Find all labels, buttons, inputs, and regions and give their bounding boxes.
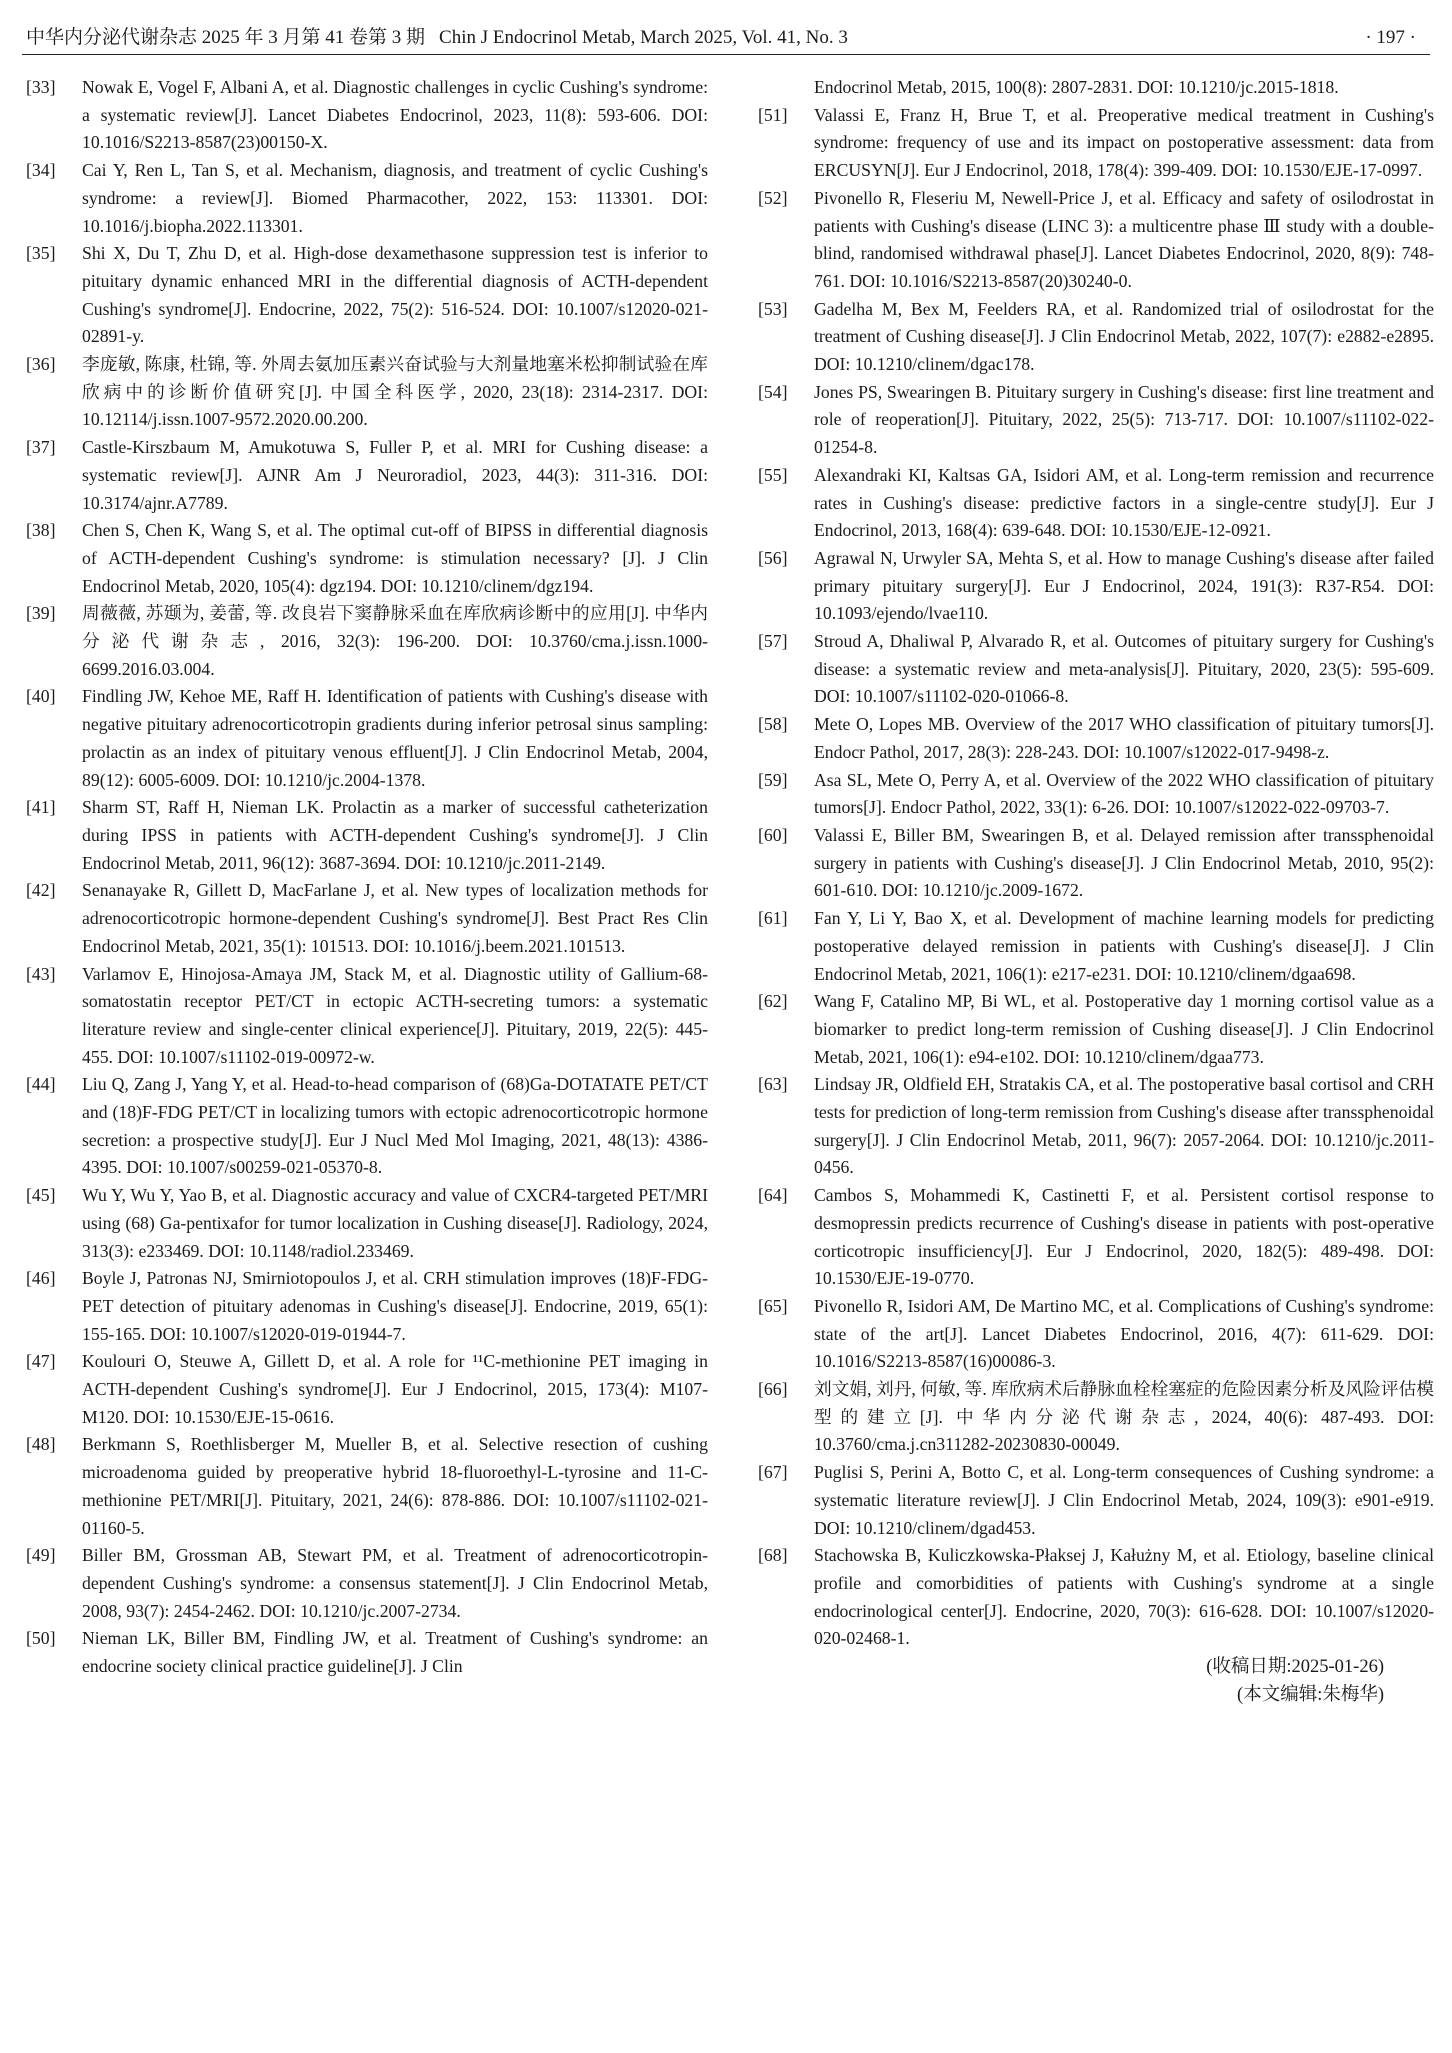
reference-text: Lindsay JR, Oldfield EH, Stratakis CA, et al. The postoperative basal cortisol and CRH tests for prediction of long-term remission from Cushing's disease after transsphenoidal surgery[J]. J Clin Endocrinol Metab, 2011, 96(7): 2057-2064. DOI: 10.1210/jc.2011-0456.	[814, 1074, 1434, 1178]
reference-text: Fan Y, Li Y, Bao X, et al. Development of machine learning models for predicting postoperative delayed remission in patients with Cushing's disease[J]. J Clin Endocrinol Metab, 2021, 106(1): e217-e231. DOI: 10.1210/clinem/dgaa698.	[814, 908, 1434, 984]
reference-number: [41]	[26, 797, 56, 818]
reference-number: [50]	[26, 1628, 56, 1649]
reference-text: 刘文娟, 刘丹, 何敏, 等. 库欣病术后静脉血栓栓塞症的危险因素分析及风险评估模型的建立[J]. 中华内分泌代谢杂志, 2024, 40(6): 487-493. DOI: 10.3760/cma.j.cn311282-20230830-00049.	[814, 1379, 1434, 1455]
reference-text: Alexandraki KI, Kaltsas GA, Isidori AM, et al. Long-term remission and recurrence rates in Cushing's disease: predictive factors in a single-centre study[J]. Eur J Endocrinol, 2013, 168(4): 639-648. DOI: 10.1530/EJE-12-0921.	[814, 464, 1434, 541]
reference-text: Senanayake R, Gillett D, MacFarlane J, et al. New types of localization methods for adrenocorticotropic hormone-dependent Cushing's syndrome[J]. Best Pract Res Clin Endocrinol Metab, 2021, 35(1): 101513. DOI: 10.1016/j.beem.2021.101513.	[82, 880, 708, 956]
reference-number: [56]	[758, 547, 788, 568]
reference-text: Pivonello R, Isidori AM, De Martino MC, et al. Complications of Cushing's syndrome: state of the art[J]. Lancet Diabetes Endocrinol, 2016, 4(7): 611-629. DOI: 10.1016/S2213-8587(16)00086-3.	[814, 1295, 1434, 1372]
reference-number: [68]	[758, 1545, 788, 1566]
reference-text: Koulouri O, Steuwe A, Gillett D, et al. A role for ¹¹C-methionine PET imaging in ACTH-dependent Cushing's syndrome[J]. Eur J Endocrinol, 2015, 173(4): M107-M120. DOI: 10.1530/EJE-15-0616.	[82, 1351, 708, 1427]
reference-number: [51]	[758, 104, 788, 125]
reference-number: [62]	[758, 991, 788, 1012]
reference-item	[758, 102, 1434, 185]
reference-number: [40]	[26, 686, 56, 707]
reference-item	[26, 1182, 708, 1265]
reference-text: Nieman LK, Biller BM, Findling JW, et al. Treatment of Cushing's syndrome: an endocrine society clinical practice guideline[J]. J Clin	[82, 1628, 708, 1677]
reference-number: [34]	[26, 160, 56, 181]
reference-text: Liu Q, Zang J, Yang Y, et al. Head-to-head comparison of (68)Ga-DOTATATE PET/CT and (18)F-FDG PET/CT in localizing tumors with ectopic adrenocorticotropic hormone secretion: a prospective study[J]. Eur J Nucl Med Mol Imaging, 2021, 48(13): 4386-4395. DOI: 10.1007/s00259-021-05370-8.	[82, 1074, 708, 1178]
journal-title-en: Chin J Endocrinol Metab, March 2025, Vol. 41, No. 3	[439, 27, 848, 48]
page-number: · 197 ·	[1365, 27, 1416, 48]
reference-text: Biller BM, Grossman AB, Stewart PM, et al. Treatment of adrenocorticotropin-dependent Cushing's syndrome: a consensus statement[J]. J Clin Endocrinol Metab, 2008, 93(7): 2454-2462. DOI: 10.1210/jc.2007-2734.	[82, 1545, 708, 1621]
reference-item	[26, 1431, 708, 1542]
reference-item	[758, 1293, 1434, 1376]
reference-number: [45]	[26, 1185, 56, 1206]
reference-item	[758, 379, 1434, 462]
reference-number: [63]	[758, 1074, 788, 1095]
reference-text: Puglisi S, Perini A, Botto C, et al. Long-term consequences of Cushing syndrome: a systematic literature review[J]. J Clin Endocrinol Metab, 2024, 109(3): e901-e919. DOI: 10.1210/clinem/dgad453.	[814, 1462, 1434, 1538]
reference-item	[758, 1182, 1434, 1293]
reference-text: Nowak E, Vogel F, Albani A, et al. Diagnostic challenges in cyclic Cushing's syndrome: a systematic review[J]. Lancet Diabetes Endocrinol, 2023, 11(8): 593-606. DOI: 10.1016/S2213-8587(23)00150-X.	[82, 77, 708, 153]
reference-item	[26, 600, 708, 683]
reference-text: Agrawal N, Urwyler SA, Mehta S, et al. How to manage Cushing's disease after failed primary pituitary surgery[J]. Eur J Endocrinol, 2024, 191(3): R37-R54. DOI: 10.1093/ejendo/lvae110.	[814, 547, 1434, 624]
reference-item	[26, 1542, 708, 1625]
reference-item	[26, 157, 708, 240]
reference-number: [54]	[758, 381, 788, 402]
reference-item	[758, 988, 1434, 1071]
journal-citation	[26, 24, 848, 52]
reference-number: [35]	[26, 243, 56, 264]
reference-item	[758, 628, 1434, 711]
reference-text: Wang F, Catalino MP, Bi WL, et al. Postoperative day 1 morning cortisol value as a biomarker to predict long-term remission of Cushing disease[J]. J Clin Endocrinol Metab, 2021, 106(1): e94-e102. DOI: 10.1210/clinem/dgaa773.	[814, 991, 1434, 1067]
reference-item	[758, 1071, 1434, 1182]
reference-text: Varlamov E, Hinojosa-Amaya JM, Stack M, et al. Diagnostic utility of Gallium-68-somatostatin receptor PET/CT in ectopic ACTH-secreting tumors: a systematic literature review and single-center clinical experience[J]. Pituitary, 2019, 22(5): 445-455. DOI: 10.1007/s11102-019-00972-w.	[82, 963, 708, 1067]
reference-item	[26, 794, 708, 877]
reference-number: [67]	[758, 1462, 788, 1483]
reference-text: Sharm ST, Raff H, Nieman LK. Prolactin as a marker of successful catheterization during IPSS in patients with ACTH-dependent Cushing's syndrome[J]. J Clin Endocrinol Metab, 2011, 96(12): 3687-3694. DOI: 10.1210/jc.2011-2149.	[82, 797, 708, 873]
reference-text: Cambos S, Mohammedi K, Castinetti F, et al. Persistent cortisol response to desmopressin predicts recurrence of Cushing's disease in patients with post-operative corticotropic insufficiency[J]. Eur J Endocrinol, 2020, 182(5): 489-498. DOI: 10.1530/EJE-19-0770.	[814, 1185, 1434, 1289]
running-header	[22, 24, 1430, 55]
reference-text: Berkmann S, Roethlisberger M, Mueller B, et al. Selective resection of cushing microadenoma guided by preoperative hybrid 18-fluoroethyl-L-tyrosine and 11-C-methionine PET/MRI[J]. Pituitary, 2021, 24(6): 878-886. DOI: 10.1007/s11102-021-01160-5.	[82, 1434, 708, 1538]
reference-item	[758, 767, 1434, 822]
reference-item	[758, 462, 1434, 545]
reference-number: [58]	[758, 714, 788, 735]
reference-item	[26, 683, 708, 794]
reference-text: Stachowska B, Kuliczkowska-Płaksej J, Kałużny M, et al. Etiology, baseline clinical profile and comorbidities of patients with Cushing's syndrome at a single endocrinological center[J]. Endocrine, 2020, 70(3): 616-628. DOI: 10.1007/s12020-020-02468-1.	[814, 1545, 1434, 1649]
reference-text: Findling JW, Kehoe ME, Raff H. Identification of patients with Cushing's disease with negative pituitary adrenocorticotropin gradients during inferior petrosal sinus sampling: prolactin as an index of pituitary venous effluent[J]. J Clin Endocrinol Metab, 2004, 89(12): 6005-6009. DOI: 10.1210/jc.2004-1378.	[82, 686, 708, 790]
reference-text: Boyle J, Patronas NJ, Smirniotopoulos J, et al. CRH stimulation improves (18)F-FDG-PET detection of pituitary adenomas in Cushing's disease[J]. Endocrine, 2019, 65(1): 155-165. DOI: 10.1007/s12020-019-01944-7.	[82, 1268, 708, 1344]
reference-text: 李庞敏, 陈康, 杜锦, 等. 外周去氨加压素兴奋试验与大剂量地塞米松抑制试验在库欣病中的诊断价值研究[J]. 中国全科医学, 2020, 23(18): 2314-2317. DOI: 10.12114/j.issn.1007-9572.2020.00.200.	[82, 354, 708, 430]
reference-text: Endocrinol Metab, 2015, 100(8): 2807-2831. DOI: 10.1210/jc.2015-1818.	[814, 77, 1339, 97]
reference-item	[758, 1542, 1434, 1653]
reference-continuation	[758, 74, 1434, 102]
reference-number: [57]	[758, 631, 788, 652]
reference-text: Wu Y, Wu Y, Yao B, et al. Diagnostic accuracy and value of CXCR4-targeted PET/MRI using (68) Ga-pentixafor for tumor localization in Cushing disease[J]. Radiology, 2024, 313(3): e233469. DOI: 10.1148/radiol.233469.	[82, 1185, 708, 1261]
received-date: (收稿日期:2025-01-26)	[1206, 1657, 1384, 1678]
reference-number: [39]	[26, 603, 56, 624]
reference-text: 周薇薇, 苏颋为, 姜蕾, 等. 改良岩下窦静脉采血在库欣病诊断中的应用[J]. 中华内分泌代谢杂志, 2016, 32(3): 196-200. DOI: 10.3760/cma.j.issn.1000-6699.2016.03.004.	[82, 603, 708, 679]
reference-number: [64]	[758, 1185, 788, 1206]
journal-title-cn: 中华内分泌代谢杂志 2025 年 3 月第 41 卷第 3 期	[26, 27, 426, 48]
reference-item	[758, 822, 1434, 905]
reference-text: Asa SL, Mete O, Perry A, et al. Overview of the 2022 WHO classification of pituitary tumors[J]. Endocr Pathol, 2022, 33(1): 6-26. DOI: 10.1007/s12022-022-09703-7.	[814, 769, 1434, 818]
reference-item	[26, 877, 708, 960]
reference-text: Shi X, Du T, Zhu D, et al. High-dose dexamethasone suppression test is inferior to pituitary dynamic enhanced MRI in the differential diagnosis of ACTH-dependent Cushing's syndrome[J]. Endocrine, 2022, 75(2): 516-524. DOI: 10.1007/s12020-021-02891-y.	[82, 243, 708, 347]
reference-number: [37]	[26, 437, 56, 458]
reference-text: Stroud A, Dhaliwal P, Alvarado R, et al. Outcomes of pituitary surgery for Cushing's disease: a systematic review and meta-analysis[J]. Pituitary, 2020, 23(5): 595-609. DOI: 10.1007/s11102-020-01066-8.	[814, 631, 1434, 707]
reference-number: [43]	[26, 963, 56, 984]
reference-item	[758, 545, 1434, 628]
reference-item	[26, 1265, 708, 1348]
reference-item	[26, 1348, 708, 1431]
reference-item	[26, 1625, 708, 1680]
reference-item	[758, 185, 1434, 296]
reference-number: [55]	[758, 464, 788, 485]
reference-number: [49]	[26, 1545, 56, 1566]
reference-text: Gadelha M, Bex M, Feelders RA, et al. Randomized trial of osilodrostat for the treatment of Cushing disease[J]. J Clin Endocrinol Metab, 2022, 107(7): e2882-e2895. DOI: 10.1210/clinem/dgac178.	[814, 298, 1434, 375]
reference-column-left	[26, 74, 708, 1681]
reference-number: [65]	[758, 1295, 788, 1316]
reference-item	[26, 434, 708, 517]
reference-number: [66]	[758, 1379, 788, 1400]
reference-item	[26, 1071, 708, 1182]
reference-number: [36]	[26, 354, 56, 375]
reference-text: Mete O, Lopes MB. Overview of the 2017 WHO classification of pituitary tumors[J]. Endocr Pathol, 2017, 28(3): 228-243. DOI: 10.1007/s12022-017-9498-z.	[814, 714, 1434, 762]
reference-item	[26, 961, 708, 1072]
reference-item	[758, 1376, 1434, 1459]
reference-item	[758, 711, 1434, 766]
reference-item	[758, 1459, 1434, 1542]
reference-item	[758, 905, 1434, 988]
reference-item	[26, 517, 708, 600]
reference-text: Castle-Kirszbaum M, Amukotuwa S, Fuller P, et al. MRI for Cushing disease: a systematic review[J]. AJNR Am J Neuroradiol, 2023, 44(3): 311-316. DOI: 10.3174/ajnr.A7789.	[82, 437, 708, 513]
reference-text: Pivonello R, Fleseriu M, Newell-Price J, et al. Efficacy and safety of osilodrostat in patients with Cushing's disease (LINC 3): a multicentre phase Ⅲ study with a double-blind, randomised withdrawal phase[J]. Lancet Diabetes Endocrinol, 2020, 8(9): 748-761. DOI: 10.1016/S2213-8587(20)30240-0.	[814, 187, 1434, 291]
reference-text: Valassi E, Franz H, Brue T, et al. Preoperative medical treatment in Cushing's syndrome: frequency of use and its impact on postoperative assessment: data from ERCUSYN[J]. Eur J Endocrinol, 2018, 178(4): 399-409. DOI: 10.1530/EJE-17-0997.	[814, 104, 1434, 181]
reference-list	[758, 102, 1434, 1653]
reference-number: [61]	[758, 908, 788, 929]
reference-text: Valassi E, Biller BM, Swearingen B, et al. Delayed remission after transsphenoidal surgery in patients with Cushing's disease[J]. J Clin Endocrinol Metab, 2010, 95(2): 601-610. DOI: 10.1210/jc.2009-1672.	[814, 824, 1434, 901]
reference-number: [47]	[26, 1351, 56, 1372]
editor-credit: (本文编辑:朱梅华)	[1237, 1685, 1384, 1706]
reference-number: [33]	[26, 77, 56, 97]
reference-number: [46]	[26, 1268, 56, 1289]
reference-number: [52]	[758, 187, 788, 208]
reference-item	[26, 351, 708, 434]
reference-item	[26, 240, 708, 351]
reference-text: Jones PS, Swearingen B. Pituitary surgery in Cushing's disease: first line treatment and role of reoperation[J]. Pituitary, 2022, 25(5): 713-717. DOI: 10.1007/s11102-022-01254-8.	[814, 381, 1434, 458]
reference-number: [59]	[758, 769, 788, 790]
reference-number: [38]	[26, 520, 56, 541]
reference-number: [60]	[758, 824, 788, 845]
reference-text: Chen S, Chen K, Wang S, et al. The optimal cut-off of BIPSS in differential diagnosis of ACTH-dependent Cushing's syndrome: is stimulation necessary? [J]. J Clin Endocrinol Metab, 2020, 105(4): dgz194. DOI: 10.1210/clinem/dgz194.	[82, 520, 708, 596]
reference-item	[26, 74, 708, 157]
reference-number: [53]	[758, 298, 788, 319]
reference-text: Cai Y, Ren L, Tan S, et al. Mechanism, diagnosis, and treatment of cyclic Cushing's syndrome: a review[J]. Biomed Pharmacother, 2022, 153: 113301. DOI: 10.1016/j.biopha.2022.113301.	[82, 160, 708, 236]
reference-number: [44]	[26, 1074, 56, 1095]
reference-number: [48]	[26, 1434, 56, 1455]
reference-column-right	[758, 74, 1434, 1709]
reference-number: [42]	[26, 880, 56, 901]
reference-item	[758, 296, 1434, 379]
article-footer	[758, 1653, 1434, 1709]
